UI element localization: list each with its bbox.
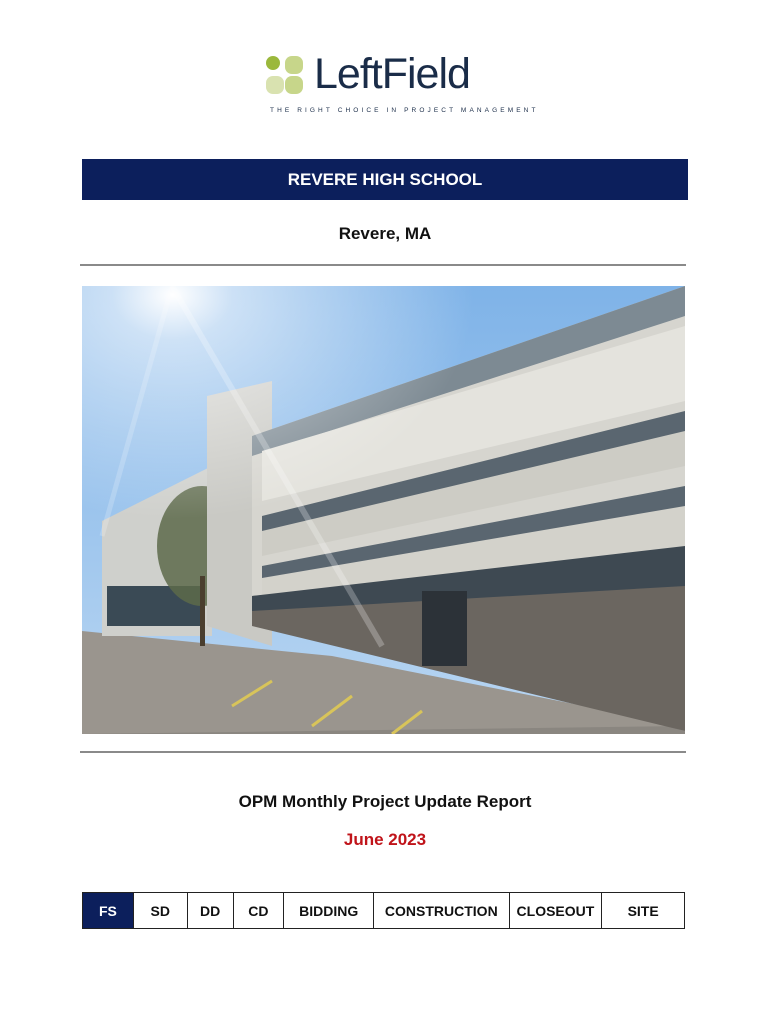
divider-bottom [80,751,686,753]
phase-cell-dd: DD [188,893,234,928]
school-building-photo [82,286,685,734]
school-name: REVERE HIGH SCHOOL [287,169,483,189]
phase-cell-cd: CD [234,893,285,928]
logo-mark-icon [266,56,308,98]
phase-cell-construction: CONSTRUCTION [374,893,510,928]
school-name-banner [82,159,688,200]
phase-cell-bidding: BIDDING [284,893,374,928]
location-text: Revere, MA [338,224,432,243]
divider-top [80,264,686,266]
report-title: OPM Monthly Project Update Report [238,792,532,811]
company-logo [262,50,539,120]
project-phase-table [82,892,685,929]
phase-cell-sd: SD [134,893,188,928]
phase-cell-closeout: CLOSEOUT [510,893,603,928]
report-date: June 2023 [343,830,427,849]
phase-cell-site: SITE [627,902,659,919]
logo-wordmark: LeftField [314,50,470,98]
logo-tagline: THE RIGHT CHOICE IN PROJECT MANAGEMENT [270,107,539,114]
phase-cell-fs: FS [83,893,134,928]
